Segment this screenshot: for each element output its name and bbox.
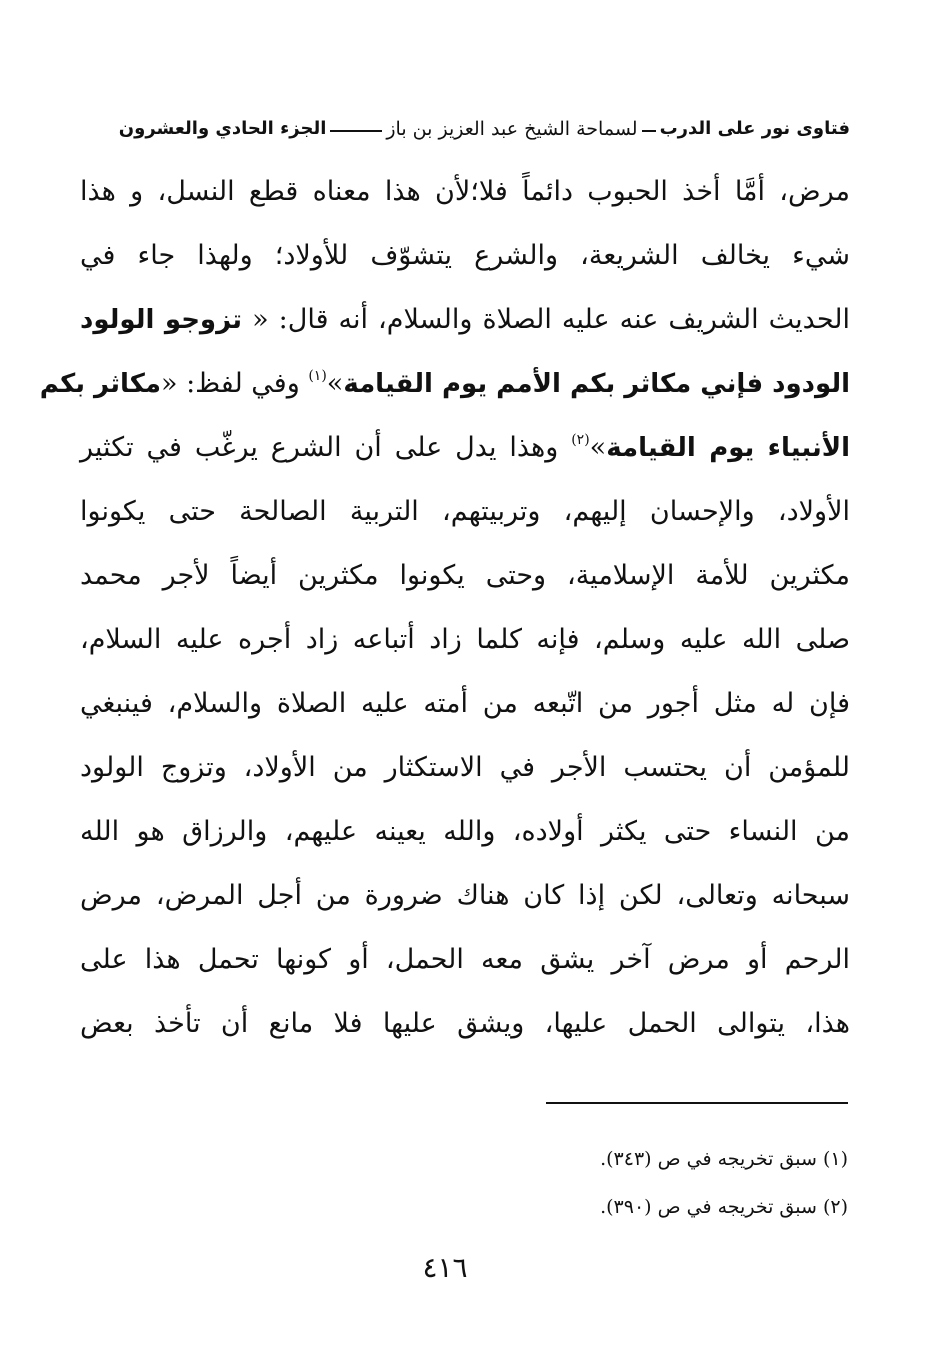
- header-dash-short: [642, 130, 656, 132]
- text-line-9: [80, 672, 850, 736]
- closing-quote-mark: »: [326, 368, 344, 399]
- footnote-2: (٢) سبق تخريجه في ص (٣٩٠).: [600, 1196, 848, 1218]
- hadith-quote-bold-continued: الودود فإني مكاثر بكم الأمم يوم القيامة: [343, 369, 850, 399]
- line-12-text: سبحانه وتعالى، لكن إذا كان هناك ضرورة من أجل المرض، مرض: [80, 880, 850, 911]
- text-line-12: [80, 864, 850, 928]
- footnote-marker-1: (١): [308, 368, 327, 384]
- text-line-6: [80, 480, 850, 544]
- text-line-3: [80, 288, 850, 352]
- footnote-divider: [546, 1102, 848, 1104]
- second-wording-bold-continued: الأنبياء يوم القيامة: [606, 433, 850, 463]
- line-1-text: مرض، أمَّا أخذ الحبوب دائماً فلا؛لأن هذا معناه قطع النسل، و هذا: [80, 176, 850, 207]
- line-9-text: فإن له مثل أجور من اتّبعه من أمته عليه الصلاة والسلام، فينبغي: [80, 688, 850, 719]
- line-2-text: شيء يخالف الشريعة، والشرع يتشوّف للأولاد؛ ولهذا جاء في: [80, 240, 850, 271]
- author-credit: لسماحة الشيخ عبد العزيز بن باز: [386, 118, 638, 140]
- text-line-10: [80, 736, 850, 800]
- text-line-2: [80, 224, 850, 288]
- line-6-text: الأولاد، والإحسان إليهم، وتربيتهم، التربية الصالحة حتى يكونوا: [80, 496, 850, 527]
- text-line-1: [80, 160, 850, 224]
- text-line-8: [80, 608, 850, 672]
- book-title: فتاوى نور على الدرب: [659, 118, 850, 139]
- line-3-text: الحديث الشريف عنه عليه الصلاة والسلام، أنه قال: «: [242, 304, 850, 335]
- second-wording-bold: مكاثر بكم: [39, 369, 161, 399]
- footnote-1: (١) سبق تخريجه في ص (٣٤٣).: [600, 1148, 848, 1170]
- line-8-text: صلى الله عليه وسلم، فإنه كلما زاد أتباعه زاد أجره عليه السلام،: [80, 624, 850, 655]
- text-line-13: [80, 928, 850, 992]
- line-7-text: مكثرين للأمة الإسلامية، وحتى يكونوا مكثرين أيضاً لأجر محمد: [80, 560, 850, 591]
- line-5-text: وهذا يدل على أن الشرع يرغّب في تكثير: [80, 432, 572, 463]
- hadith-quote-bold: تزوجو الولود: [80, 305, 243, 335]
- footnote-marker-2: (٢): [571, 432, 590, 448]
- line-10-text: للمؤمن أن يحتسب الأجر في الاستكثار من الأولاد، وتزوج الولود: [80, 752, 850, 783]
- page-number: ٤١٦: [422, 1251, 468, 1284]
- running-header: [80, 112, 850, 146]
- text-line-14: [80, 992, 850, 1056]
- line-14-text: هذا، يتوالى الحمل عليها، ويشق عليها فلا مانع أن تأخذ بعض: [80, 1008, 850, 1039]
- line-4-text: وفي لفظ: «: [160, 368, 309, 399]
- text-line-4: [39, 352, 850, 416]
- text-line-5: [80, 416, 850, 480]
- closing-quote-mark-2: »: [589, 432, 607, 463]
- line-11-text: من النساء حتى يكثر أولاده، والله يعينه عليهم، والرزاق هو الله: [80, 816, 850, 847]
- line-13-text: الرحم أو مرض آخر يشق معه الحمل، أو كونها تحمل هذا على: [80, 944, 850, 975]
- header-dash-long: [330, 130, 382, 132]
- text-line-7: [80, 544, 850, 608]
- body-text: [39, 160, 850, 1056]
- text-line-11: [80, 800, 850, 864]
- volume-title: الجزء الحادي والعشرون: [118, 118, 327, 139]
